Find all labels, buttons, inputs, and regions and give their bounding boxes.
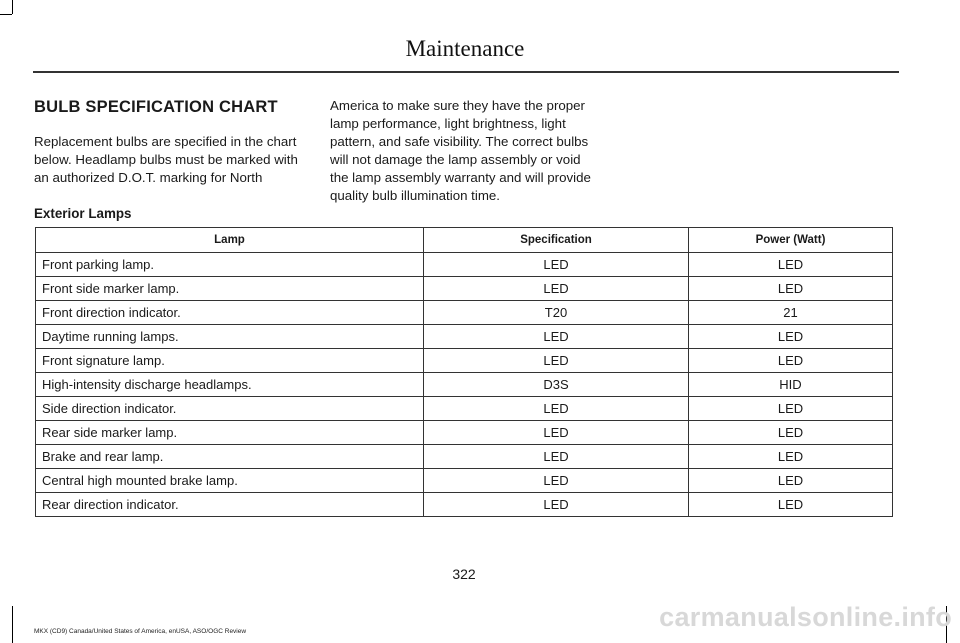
cell-power: LED [689, 349, 893, 373]
cell-specification: LED [424, 397, 689, 421]
cell-lamp: Brake and rear lamp. [36, 445, 424, 469]
document-id: MKX (CD9) Canada/United States of America, enUSA, ASO/OGC Review [34, 628, 247, 635]
cell-lamp: Rear side marker lamp. [36, 421, 424, 445]
cell-power: LED [689, 253, 893, 277]
bulb-spec-table [35, 227, 893, 517]
crop-mark-top-left-v [12, 0, 13, 14]
cell-lamp: Central high mounted brake lamp. [36, 469, 424, 493]
table-row [36, 301, 893, 325]
crop-mark-top-left-h [0, 14, 12, 15]
cell-lamp: Front side marker lamp. [36, 277, 424, 301]
table-title: Exterior Lamps [34, 206, 132, 221]
table-row [36, 325, 893, 349]
table-row [36, 469, 893, 493]
table-row [36, 445, 893, 469]
page-header-title: Maintenance [405, 36, 525, 61]
cell-power: LED [689, 493, 893, 517]
cell-power: LED [689, 397, 893, 421]
cell-power: 21 [689, 301, 893, 325]
cell-lamp: Rear direction indicator. [36, 493, 424, 517]
cell-lamp: Front signature lamp. [36, 349, 424, 373]
column-header-specification: Specification [424, 228, 689, 253]
cell-specification: LED [424, 469, 689, 493]
cell-lamp: Front direction indicator. [36, 301, 424, 325]
table-header-row [36, 228, 893, 253]
table-row [36, 397, 893, 421]
cell-specification: T20 [424, 301, 689, 325]
cell-power: LED [689, 325, 893, 349]
cell-power: LED [689, 445, 893, 469]
header-divider [33, 71, 899, 73]
cell-specification: LED [424, 445, 689, 469]
table-row [36, 493, 893, 517]
table-row [36, 349, 893, 373]
intro-paragraph-right: America to make sure they have the proper lamp performance, light brightness, light pattern, and safe visibility. The correct bulbs will not damage the lamp assembly or void the lamp assembly warranty and will provide quality bulb illumination time. [330, 98, 591, 203]
column-header-power: Power (Watt) [689, 228, 893, 253]
table-body [36, 253, 893, 517]
cell-power: HID [689, 373, 893, 397]
column-header-lamp: Lamp [36, 228, 424, 253]
page-number: 322 [452, 566, 476, 582]
intro-paragraph-left: Replacement bulbs are specified in the chart below. Headlamp bulbs must be marked with an authorized D.O.T. marking for North [34, 134, 298, 185]
cell-lamp: Front parking lamp. [36, 253, 424, 277]
cell-specification: D3S [424, 373, 689, 397]
table-row [36, 373, 893, 397]
cell-lamp: Side direction indicator. [36, 397, 424, 421]
cell-specification: LED [424, 253, 689, 277]
cell-power: LED [689, 277, 893, 301]
crop-mark-bottom-left-v [12, 606, 13, 643]
cell-specification: LED [424, 325, 689, 349]
table-row [36, 277, 893, 301]
table-row [36, 421, 893, 445]
cell-power: LED [689, 421, 893, 445]
cell-power: LED [689, 469, 893, 493]
cell-specification: LED [424, 493, 689, 517]
table-row [36, 253, 893, 277]
cell-lamp: Daytime running lamps. [36, 325, 424, 349]
cell-lamp: High-intensity discharge headlamps. [36, 373, 424, 397]
cell-specification: LED [424, 349, 689, 373]
cell-specification: LED [424, 277, 689, 301]
watermark-text: carmanualsonline.info [659, 602, 952, 632]
cell-specification: LED [424, 421, 689, 445]
section-title: BULB SPECIFICATION CHART [34, 98, 278, 116]
